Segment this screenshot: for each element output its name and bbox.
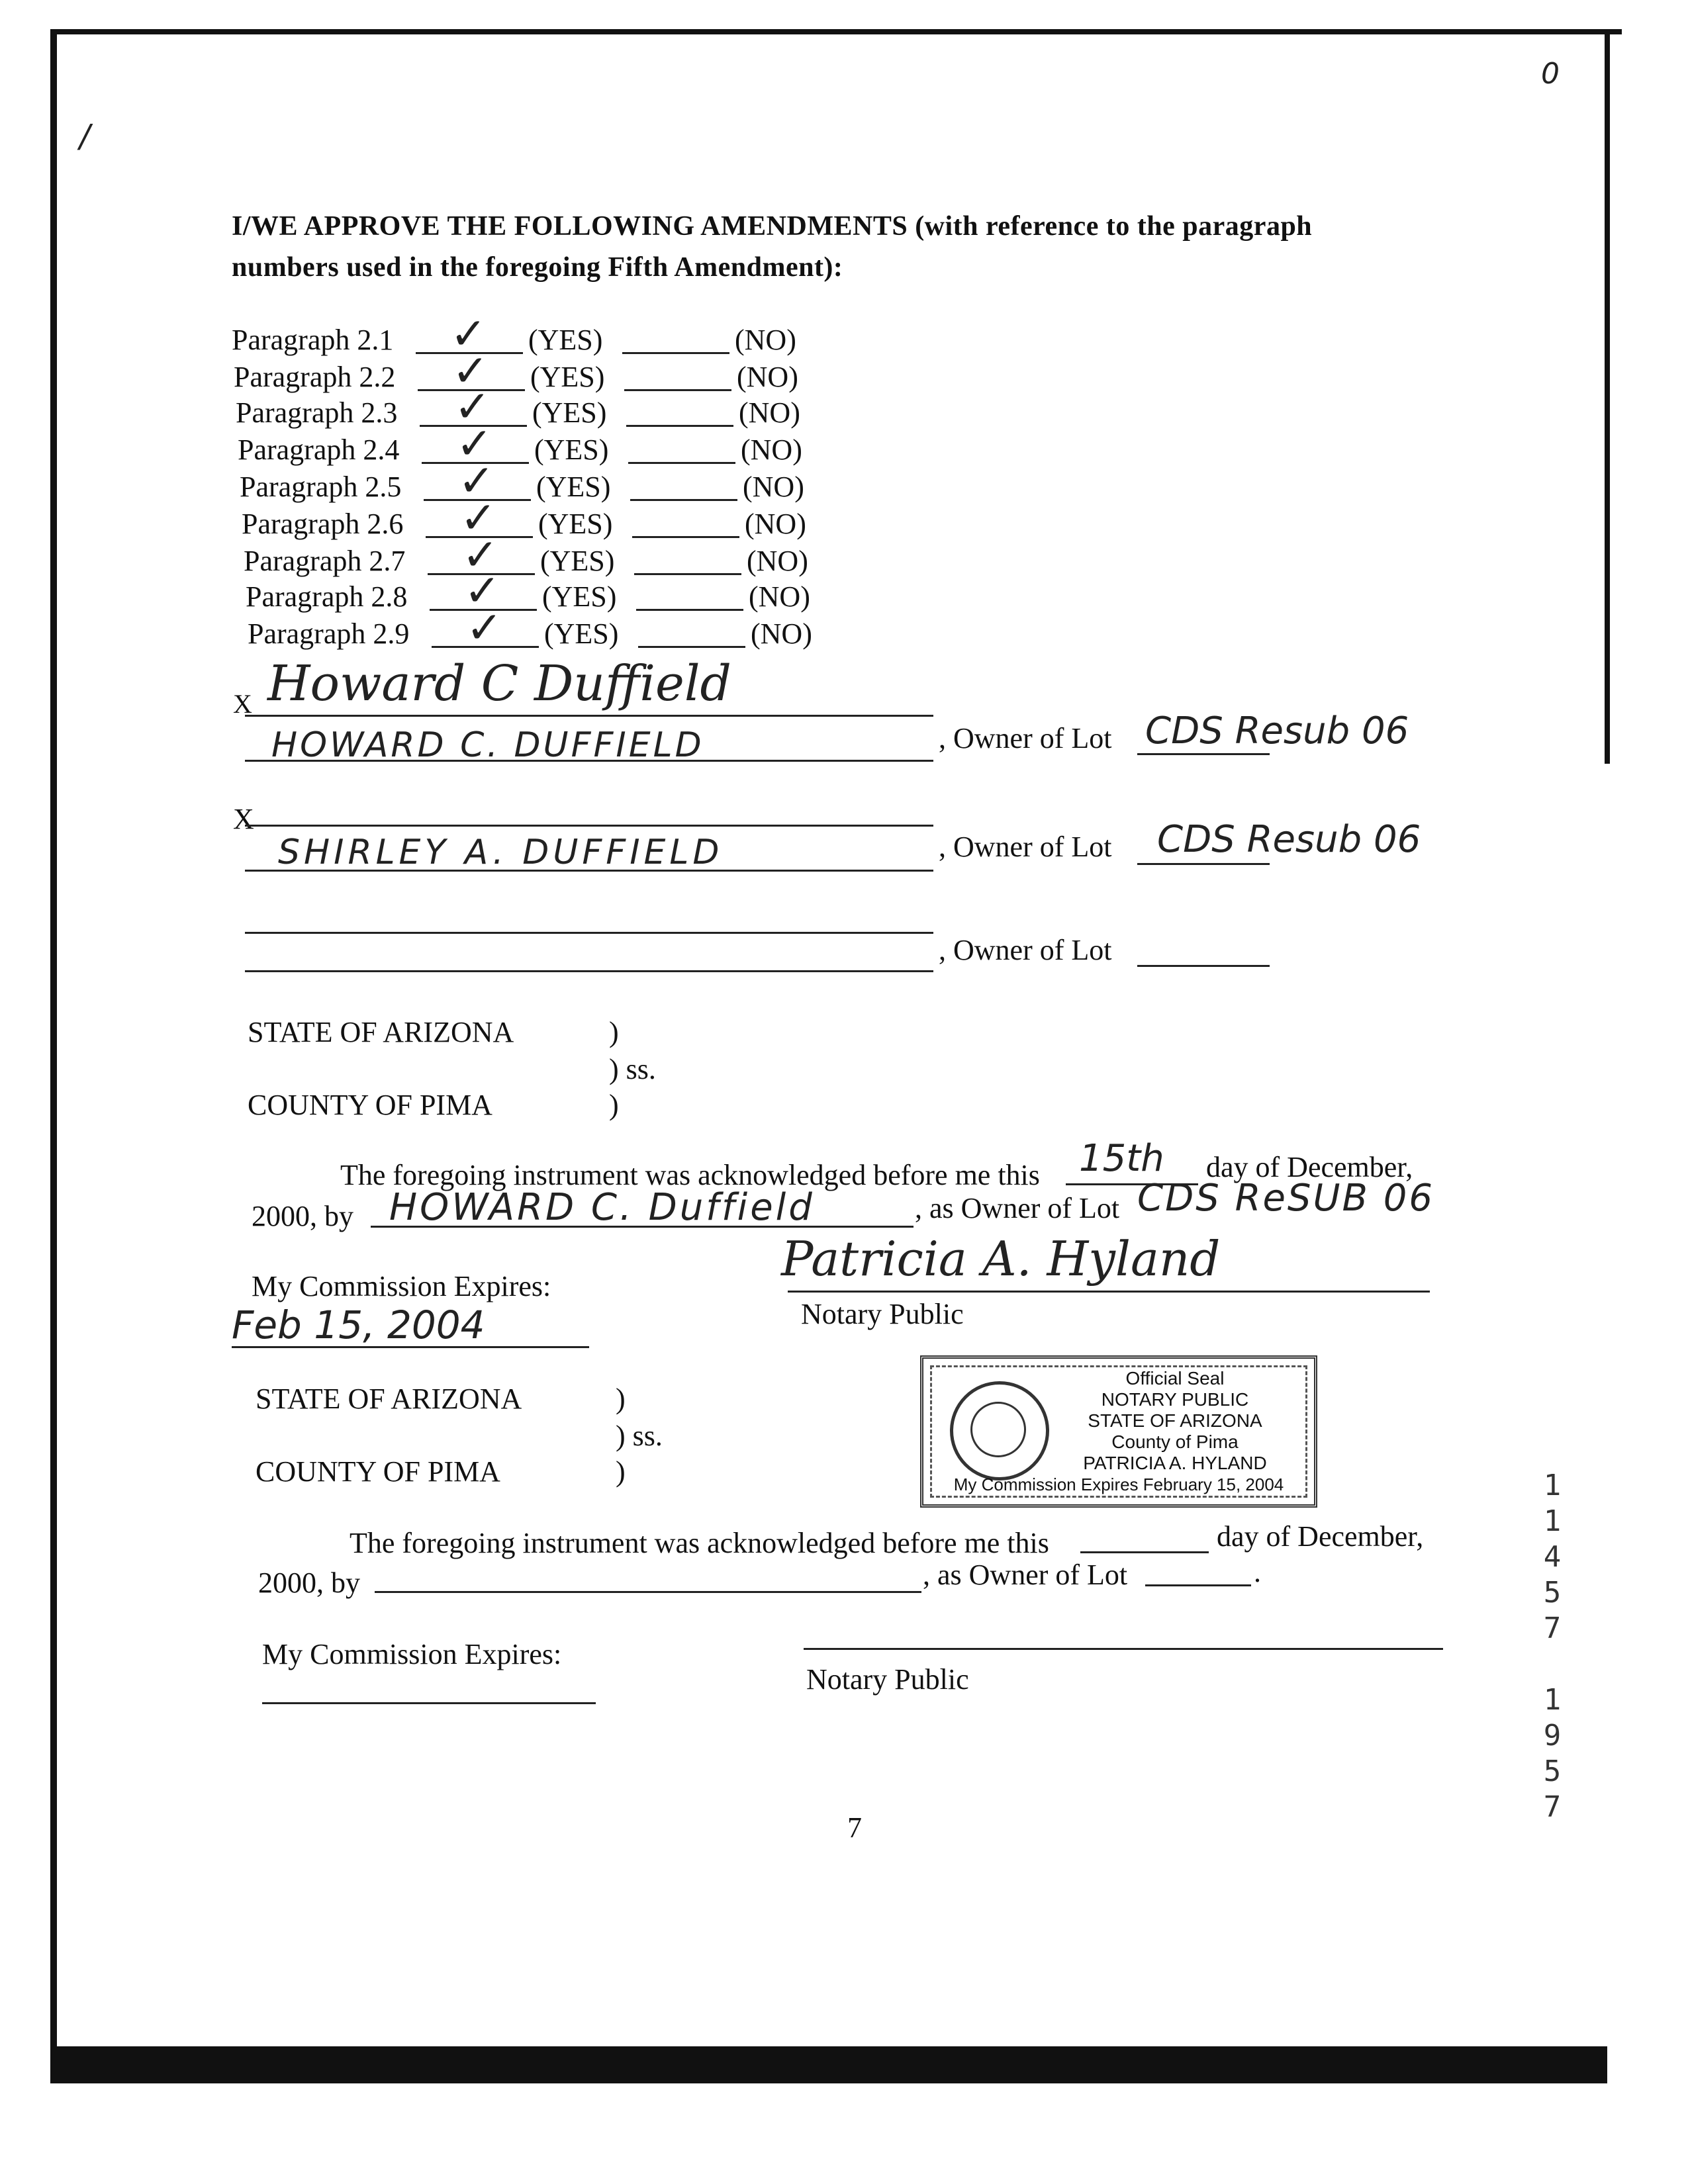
owner-3-name-line — [245, 970, 933, 972]
owner-1-lot: CDS Resub 06 — [1145, 709, 1409, 752]
paragraph-label: Paragraph 2.6 — [242, 508, 404, 540]
paragraph-no-label: (NO) — [739, 396, 800, 429]
owner-2-printed-name: SHIRLEY A. DUFFIELD — [278, 833, 724, 872]
owner-3-lot-line — [1137, 965, 1270, 967]
paragraph-label: Paragraph 2.3 — [236, 396, 398, 429]
paragraph-yes-label: (YES) — [530, 361, 605, 393]
paragraph-yes-checkmark: ✓ — [456, 418, 493, 469]
paragraph-no-label: (NO) — [737, 361, 798, 393]
paragraph-yes-checkmark: ✓ — [450, 308, 487, 359]
paragraph-no-line — [632, 536, 739, 538]
corner-mark: 0 — [1541, 57, 1560, 91]
paragraph-label: Paragraph 2.5 — [240, 471, 402, 503]
paragraph-yes-checkmark: ✓ — [462, 529, 499, 580]
owner-2-signature-line — [245, 825, 933, 827]
paragraph-no-label: (NO) — [735, 324, 796, 356]
paragraph-yes-label: (YES) — [538, 508, 613, 540]
notary-2-ack-suffix: day of December, — [1217, 1520, 1424, 1553]
margin-digit: 7 — [1543, 1790, 1562, 1824]
notary-1-commission-line — [232, 1346, 589, 1348]
page-border-bottom — [53, 2046, 1607, 2083]
owner-3-lot-label: , Owner of Lot — [939, 934, 1112, 966]
paragraph-label: Paragraph 2.9 — [248, 617, 410, 650]
notary-2-by-line — [375, 1591, 921, 1593]
notary-2-paren-top: ) — [616, 1383, 626, 1415]
paragraph-no-line — [626, 425, 733, 427]
owner-1-printed-name: HOWARD C. DUFFIELD — [271, 725, 704, 765]
owner-1-name-line — [245, 760, 933, 762]
notary-2-period: . — [1254, 1556, 1261, 1588]
notary-seal — [920, 1355, 1317, 1508]
paragraph-yes-label: (YES) — [544, 617, 619, 650]
paragraph-yes-label: (YES) — [536, 471, 611, 503]
page-border-left — [50, 29, 57, 2083]
notary-1-label: Notary Public — [801, 1298, 964, 1330]
margin-digit: 1 — [1543, 1469, 1562, 1502]
notary-1-signature: Patricia A. Hyland — [781, 1231, 1221, 1287]
page-border-top — [50, 29, 1622, 34]
paragraph-no-line — [634, 573, 741, 575]
notary-1-commission-label: My Commission Expires: — [252, 1270, 551, 1302]
notary-1-as-owner: , as Owner of Lot — [915, 1192, 1120, 1224]
notary-2-state: STATE OF ARIZONA — [256, 1383, 522, 1415]
owner-1-signature-line — [245, 715, 933, 717]
paragraph-no-label: (NO) — [751, 617, 812, 650]
margin-digit: 9 — [1543, 1719, 1562, 1752]
notary-2-ss: ) ss. — [616, 1420, 663, 1452]
paragraph-yes-checkmark: ✓ — [466, 602, 503, 653]
seal-line-1: Official Seal — [1125, 1368, 1225, 1388]
notary-1-ack-prefix: The foregoing instrument was acknowledged before me this — [340, 1159, 1040, 1191]
margin-digit: 1 — [1543, 1683, 1562, 1717]
margin-digit: 5 — [1543, 1576, 1562, 1610]
seal-line-6: My Commission Expires February 15, 2004 — [953, 1475, 1284, 1494]
notary-2-paren-bottom: ) — [616, 1455, 626, 1488]
paragraph-no-line — [628, 462, 735, 464]
owner-2-lot: CDS Resub 06 — [1157, 818, 1421, 861]
paragraph-label: Paragraph 2.2 — [234, 361, 396, 393]
owner-2-lot-line — [1137, 863, 1270, 865]
paragraph-yes-label: (YES) — [534, 433, 609, 466]
margin-digit — [1536, 1647, 1569, 1682]
notary-1-paren-bottom: ) — [609, 1089, 619, 1121]
owner-1-signature: Howard C Duffield — [267, 655, 731, 712]
notary-2-county: COUNTY OF PIMA — [256, 1455, 500, 1488]
notary-2-commission-line — [262, 1702, 596, 1704]
paragraph-yes-label: (YES) — [532, 396, 607, 429]
notary-2-as-owner: , as Owner of Lot — [923, 1559, 1128, 1591]
owner-2-x-mark: X — [233, 803, 254, 835]
notary-2-year-prefix: 2000, by — [258, 1567, 360, 1599]
paragraph-yes-label: (YES) — [528, 324, 603, 356]
paragraph-yes-label: (YES) — [540, 545, 615, 577]
paragraph-no-label: (NO) — [749, 580, 810, 613]
paragraph-label: Paragraph 2.4 — [238, 433, 400, 466]
notary-1-by-name: HOWARD C. Duffield — [389, 1186, 815, 1229]
seal-line-2: NOTARY PUBLIC — [1101, 1389, 1249, 1410]
notary-2-signature-line — [804, 1648, 1443, 1650]
owner-1-lot-line — [1137, 753, 1270, 755]
seal-line-3: STATE OF ARIZONA — [1088, 1410, 1262, 1431]
notary-2-label: Notary Public — [806, 1663, 969, 1696]
notary-2-ack-prefix: The foregoing instrument was acknowledged before me this — [350, 1527, 1049, 1559]
paragraph-no-line — [630, 499, 737, 501]
header-line-1: I/WE APPROVE THE FOLLOWING AMENDMENTS (with reference to the paragraph — [232, 211, 1313, 242]
notary-1-signature-line — [788, 1291, 1430, 1293]
notary-2-lot-line — [1145, 1584, 1251, 1586]
notary-2-day-line — [1080, 1551, 1209, 1553]
notary-1-by-line — [371, 1226, 914, 1228]
paragraph-no-line — [624, 389, 731, 391]
notary-1-ack-suffix: day of December, — [1206, 1151, 1413, 1183]
owner-2-lot-label: , Owner of Lot — [939, 831, 1112, 863]
owner-3-signature-line — [245, 932, 933, 934]
paragraph-yes-checkmark: ✓ — [452, 345, 489, 396]
paragraph-yes-checkmark: ✓ — [454, 381, 491, 432]
paragraph-no-label: (NO) — [743, 471, 804, 503]
owner-2-name-line — [245, 870, 933, 872]
paragraph-yes-label: (YES) — [542, 580, 617, 613]
paragraph-no-label: (NO) — [741, 433, 802, 466]
margin-digit: 1 — [1543, 1504, 1562, 1538]
header-line-2: numbers used in the foregoing Fifth Amendment): — [232, 252, 843, 283]
margin-digit: 7 — [1543, 1612, 1562, 1645]
paragraph-no-label: (NO) — [747, 545, 808, 577]
paragraph-no-line — [622, 352, 729, 354]
notary-2-commission-label: My Commission Expires: — [262, 1638, 562, 1670]
paragraph-no-line — [636, 609, 743, 611]
notary-1-year-prefix: 2000, by — [252, 1200, 353, 1232]
owner-1-x-mark: X — [233, 689, 252, 719]
paragraph-yes-checkmark: ✓ — [464, 565, 501, 616]
paragraph-no-label: (NO) — [745, 508, 806, 540]
notary-1-paren-top: ) — [609, 1016, 619, 1048]
page-number: 7 — [847, 1811, 862, 1844]
margin-mark: / — [79, 118, 91, 155]
paragraph-yes-checkmark: ✓ — [460, 492, 497, 543]
notary-1-day: 15th — [1079, 1137, 1164, 1180]
margin-recording-number — [1536, 1468, 1569, 1825]
seal-line-4: County of Pima — [1111, 1432, 1239, 1452]
notary-1-commission-date: Feb 15, 2004 — [232, 1302, 485, 1347]
paragraph-label: Paragraph 2.1 — [232, 324, 394, 356]
paragraph-label: Paragraph 2.8 — [246, 580, 408, 613]
paragraph-yes-checkmark: ✓ — [458, 455, 495, 506]
margin-digit: 5 — [1543, 1754, 1562, 1788]
notary-1-state: STATE OF ARIZONA — [248, 1016, 514, 1048]
margin-digit: 4 — [1543, 1540, 1562, 1574]
notary-1-lot: CDS ReSUB 06 — [1137, 1177, 1434, 1220]
owner-1-lot-label: , Owner of Lot — [939, 722, 1112, 754]
paragraph-label: Paragraph 2.7 — [244, 545, 406, 577]
page-border-right — [1605, 29, 1610, 764]
notary-1-ss: ) ss. — [609, 1053, 656, 1085]
paragraph-no-line — [638, 646, 745, 648]
seal-line-5: PATRICIA A. HYLAND — [1083, 1453, 1267, 1473]
state-seal-emblem — [950, 1381, 1049, 1480]
notary-1-county: COUNTY OF PIMA — [248, 1089, 492, 1121]
